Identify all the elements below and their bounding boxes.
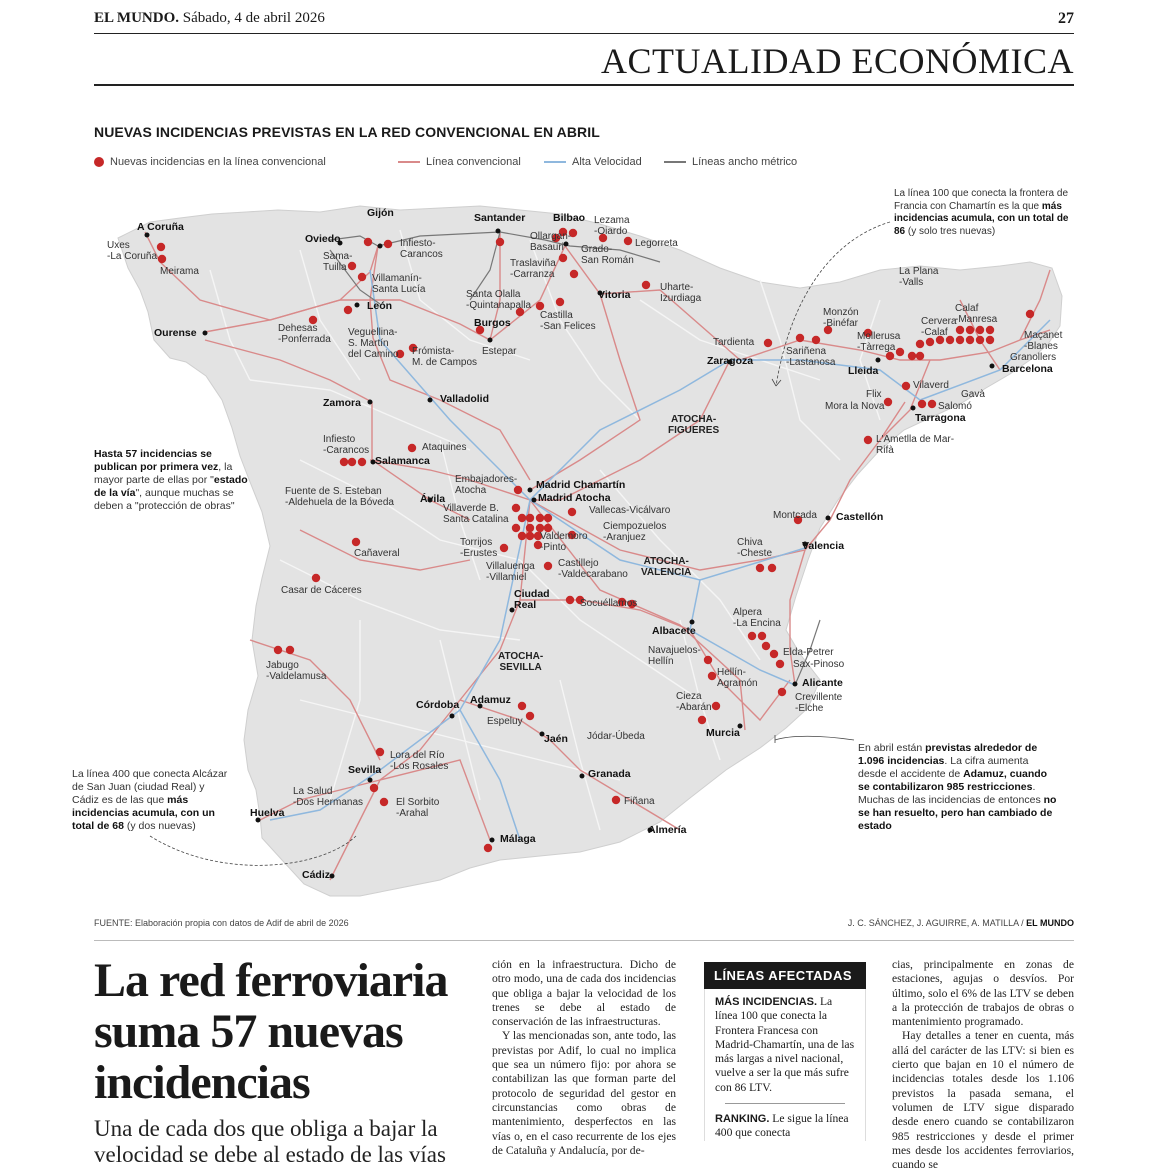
place-chiva: Chiva -Cheste [737,537,773,559]
incident-dot [358,458,366,466]
incident-dot [340,458,348,466]
article-column-3 [892,958,1074,1172]
annotation-57-note: ", aunque muchas se deben a "protección de obras" [94,487,235,512]
incident-dot [708,672,716,680]
place-villaluenga: Villaluenga -Villamiel [486,561,535,583]
place-la-salud: La Salud -Dos Hermanas [293,786,364,808]
sidebar-box-separator [725,1103,845,1104]
place-lezama: Lezama -Oiardo [594,215,630,237]
annotation-57-text: , la mayor parte de ellas por " [94,461,233,486]
incident-dot [370,784,378,792]
incident-dot [886,352,894,360]
credits-authors: J. C. SÁNCHEZ, J. AGUIRRE, A. MATILLA / [847,918,1024,928]
incident-dot [484,844,492,852]
place-villaverde: Villaverde B. Santa Catalina [443,503,509,525]
place-sorbito: El Sorbito -Arahal [396,797,440,819]
legend-high-speed-label: Alta Velocidad [572,156,642,168]
place-hellin: Hellín- Agramón [717,667,758,689]
city-castellon: Castellón [836,511,884,523]
place-jabugo: Jabugo -Valdelamusa [266,660,327,682]
incident-dot [966,326,974,334]
incident-dot [762,642,770,650]
place-embajadores: Embajadores- Atocha [455,474,518,496]
column-3-paragraph-2: Hay detalles a tener en cuenta, más allá del carácter de las LTV: si bien es cierto que bajan en 10 el número de incidencias totales desde los 1.106 previstos la pasada semana, el volumen de LTV sigue disparado desde enero cuando se contabilizaron 985 restricciones y desde el primer mes desde los accidentes ferroviarios, cuando se [892,1029,1074,1172]
place-uharte: Uharte- Izurdiaga [660,282,702,304]
incident-dot [544,514,552,522]
place-espeluy: Espeluy [487,716,523,727]
place-uxes: Uxes -La Coruña [107,240,158,262]
incident-dot [778,688,786,696]
city-barcelona: Barcelona [1002,363,1053,375]
annotation-april-bold-1: previstas alrededor de 1.096 incidencias [858,742,1038,767]
incident-dot [986,336,994,344]
place-infiesto-2: Infiesto -Carancos [323,434,370,456]
incident-dot [796,334,804,342]
city-huelva: Huelva [250,807,285,819]
city-burgos: Burgos [474,317,511,329]
place-meirama: Meirama [160,266,199,277]
sidebar-box [704,962,866,1166]
incident-dot [496,238,504,246]
place-vilaverd: Vilaverd [913,380,949,391]
city-valladolid: Valladolid [440,393,490,405]
place-calaf: Calaf -Manresa [955,303,998,325]
city-zamora: Zamora [323,397,361,409]
incident-dot [157,243,165,251]
incident-dot [768,564,776,572]
city-ourense: Ourense [154,327,197,339]
place-lora: Lora del Río -Los Rosales [390,750,449,772]
place-finana: Fiñana [624,796,655,807]
annotation-57-bold: Hasta 57 incidencias se publican por primera vez [94,448,219,473]
place-valdemoro: Valdemoro -Pinto [540,531,588,553]
incident-dot [312,574,320,582]
place-legorreta: Legorreta [635,238,678,249]
place-vallecas: Vallecas-Vicálvaro [589,505,671,516]
page-number: 27 [1058,10,1074,27]
infographic-source: FUENTE: Elaboración propia con datos de Adif de abril de 2026 [94,918,349,928]
annotation-april [858,742,1058,833]
incident-dot [286,646,294,654]
place-ciempozuelos: Ciempozuelos -Aranjuez [603,521,667,543]
incident-dot [384,240,392,248]
column-1-paragraph-1: ción en la infraestructura. Dicho de otro modo, una de cada dos incidencias que obliga a bajar la velocidad de los trenes se debe al estado de conservación de las infraestructuras. [492,958,676,1029]
place-salomo: Salomó [938,401,972,412]
incident-dot [908,352,916,360]
place-castillejo: Castillejo -Valdecarabano [558,558,628,580]
incident-dot [758,632,766,640]
axis-atocha-sevilla: ATOCHA- SEVILLA [498,651,544,673]
incident-dot [612,796,620,804]
place-macanet: Maçanet -Blanes [1024,330,1063,352]
incident-dot [376,748,384,756]
incident-dot [884,398,892,406]
place-crevillente: Crevillente -Elche [795,692,843,714]
infographic-credits [848,918,1074,928]
incident-dot [1026,310,1034,318]
city-avila: Ávila [420,493,446,505]
place-villamanin: Villamanín- Santa Lucía [372,273,426,295]
city-cadiz: Cádiz [302,869,331,881]
city-salamanca: Salamanca [375,455,430,467]
incident-dot [570,270,578,278]
annotation-april-bold-2: Adamuz, cuando se contabilizaron 985 restricciones [858,768,1048,793]
place-mora: Mora la Nova [825,401,885,412]
incident-dot [776,660,784,668]
place-montcada: Montcada [773,510,817,521]
city-murcia: Murcia [706,727,740,739]
incident-dot [756,564,764,572]
place-fromista: Frómista- M. de Campos [412,346,478,368]
incident-dot [348,458,356,466]
incident-dot [536,514,544,522]
axis-atocha-valencia: ATOCHA- VALENCIA [641,556,692,578]
incident-dot [748,632,756,640]
incident-dot [704,656,712,664]
incident-dot [518,532,526,540]
annotation-line-400 [72,768,232,833]
incident-dot [698,716,706,724]
city-tarragona: Tarragona [915,412,966,424]
place-socuellamos: Socuéllamos [580,598,638,609]
annotation-line-100-bold: más incidencias acumula, con un total de 86 [894,200,1069,237]
legend-incidents-label: Nuevas incidencias en la línea convencional [110,156,326,168]
annotation-april-text-1: En abril están [858,742,926,754]
incident-dot [526,524,534,532]
credits-paper: EL MUNDO [1026,918,1074,928]
place-ollargan: Ollargan- Basauri [530,231,572,253]
incident-dot [518,514,526,522]
place-grado: Grado- San Román [581,244,634,266]
incident-dot [642,281,650,289]
incident-dot [380,798,388,806]
incident-dot [352,538,360,546]
annotation-april-text-3: . Muchas de las incidencias de entonces [858,781,1044,806]
article-subhead: Una de cada dos que obliga a bajar la velocidad se debe al estado de las vías [94,1116,446,1167]
incident-dot [568,508,576,516]
incident-dot [956,336,964,344]
place-sax: Sax-Pinoso [793,659,845,670]
incident-dot [926,338,934,346]
legend-metric-label: Líneas ancho métrico [692,156,798,168]
sidebar-box-text-2: Le sigue la línea 400 que conecta [715,1112,849,1140]
incident-dot [559,254,567,262]
city-zaragoza: Zaragoza [707,355,754,367]
place-ataquines: Ataquines [422,442,467,453]
place-mollerusa: Mollerusa -Tàrrega [857,331,901,353]
incident-dot [764,339,772,347]
infographic-title: NUEVAS INCIDENCIAS PREVISTAS EN LA RED CONVENCIONAL EN ABRIL [94,124,600,140]
incident-dot [358,273,366,281]
incident-dot [556,298,564,306]
place-cieza: Cieza -Abarán [676,691,712,713]
issue-date: Sábado, 4 de abril 2026 [182,10,325,26]
city-leon: León [367,300,393,312]
annotation-57-new [94,448,249,513]
place-dehesas: Dehesas -Ponferrada [278,323,331,345]
incident-dot [902,382,910,390]
place-castilla: Castilla -San Felices [540,310,596,332]
city-lleida: Lleida [848,365,879,377]
city-ciudad-real: Ciudad Real [514,588,550,611]
place-la-plana: La Plana -Valls [899,266,939,288]
place-cervera: Cervera -Calaf [921,316,957,338]
article-headline: La red ferroviaria suma 57 nuevas incidencias [94,954,448,1109]
city-santander: Santander [474,212,526,224]
annotation-line-400-note: (y dos nuevas) [123,820,196,832]
incident-dot [364,238,372,246]
annotation-april-text-2: . La cifra aumenta desde el accidente de [858,755,1029,780]
incident-dot [536,302,544,310]
article-column-1 [492,958,676,1158]
city-madrid-atocha: Madrid Atocha [538,492,611,504]
place-sarinena: Sariñena -Lastanosa [786,346,836,368]
annotation-line-100 [894,188,1069,238]
infographic-rule [94,940,1074,941]
place-tardienta: Tardienta [713,337,755,348]
place-ametlla: L'Ametlla de Mar- Rifà [876,434,955,456]
place-traslavina: Traslaviña -Carranza [510,258,556,280]
city-a-coruna: A Coruña [137,221,184,233]
place-jodar: Jódar-Úbeda [587,731,645,742]
place-gava: Gavà [961,389,985,400]
paper-name: EL MUNDO. [94,10,180,26]
place-sama: Sama- Tuilla [323,251,353,273]
incident-dot [526,514,534,522]
place-navajuelos: Navajuelos- Hellín [648,645,701,667]
city-adamuz: Adamuz [470,694,511,706]
column-1-paragraph-2: Y las mencionadas son, ante todo, las previstas por Adif, lo cual no implica que sea un número fijo: por ahora se contabilizan las que forman parte del protocolo de seguridad del gestor en circunstancias como obras de mantenimiento, desperfectos en las vías o, en el caso recurrente de los ejes de Cataluña y Andalucía, por de- [492,1029,676,1157]
city-granada: Granada [588,768,631,780]
incident-dot [986,326,994,334]
axis-atocha-figueres: ATOCHA- FIGUERES [668,414,720,436]
incident-dot [966,336,974,344]
incident-dot [544,562,552,570]
incident-dot [976,336,984,344]
incident-dot [916,352,924,360]
city-malaga: Málaga [500,833,536,845]
incident-dot [512,524,520,532]
place-alpera: Alpera -La Encina [733,607,781,629]
incident-dot [712,702,720,710]
sidebar-box-heading-1: MÁS INCIDENCIAS. [715,996,818,1008]
annotation-line-100-note: (y solo tres nuevas) [905,225,996,237]
incident-dot [812,336,820,344]
incident-dot [512,504,520,512]
city-bilbao: Bilbao [553,212,586,224]
column-3-paragraph-1: cias, principalmente en zonas de estaciones, agujas o desvíos. Por último, solo el 6% de las LTV se deben a la protección de trabajos de obras o mantenimiento programado. [892,958,1074,1029]
annotation-line-400-bold: más incidencias acumula, con un total de 68 [72,794,215,832]
place-caceres: Casar de Cáceres [281,585,362,596]
place-torrijos: Torrijos -Erustes [460,537,498,559]
place-santa-olalla: Santa Olalla -Quintanapalla [466,289,532,311]
sidebar-box-title: LÍNEAS AFECTADAS [704,962,866,989]
city-cordoba: Córdoba [416,699,460,711]
sidebar-box-body [704,989,866,1141]
city-albacete: Albacete [652,625,696,637]
section-title: ACTUALIDAD ECONÓMICA [601,41,1074,81]
place-granollers: Granollers [1010,352,1057,363]
annotation-april-bold-3: no se han resuelto, pero han cambiado de estado [858,794,1057,832]
annotation-57-bold-2: estado de la vía [94,474,248,499]
place-infiesto-1: Infiesto- Carancos [400,238,443,260]
incident-dot [274,646,282,654]
incident-dot [864,436,872,444]
place-fuente: Fuente de S. Esteban -Aldehuela de la Bóveda [285,486,394,508]
city-valencia: Valencia [802,540,845,552]
city-almeria: Almería [648,824,687,836]
incident-dot [518,702,526,710]
city-madrid-chamartin: Madrid Chamartín [536,479,626,491]
sidebar-box-item-2 [715,1112,855,1141]
place-estepar: Estepar [482,346,517,357]
incident-dot [566,596,574,604]
incident-dot [918,400,926,408]
city-gijon: Gijón [367,207,394,219]
incident-dot [158,255,166,263]
place-canaveral: Cañaveral [354,548,400,559]
incident-dot [526,712,534,720]
place-veguellina: Veguellina- S. Martín del Camino [348,327,399,360]
incident-dot [928,400,936,408]
incident-dot [956,326,964,334]
incident-dot [916,340,924,348]
city-sevilla: Sevilla [348,764,382,776]
annotation-line-400-text: La línea 400 que conecta Alcázar de San Juan (ciudad Real) y Cádiz es de las que [72,768,228,806]
city-oviedo: Oviedo [305,233,341,245]
sidebar-box-item-1 [715,995,855,1095]
incident-dot [408,444,416,452]
incident-dot [770,650,778,658]
place-flix: Flix [866,389,882,400]
sidebar-box-text-1: La línea 100 que conecta la Frontera Francesa con Madrid-Chamartín, una de las más largas a nivel nacional, vuelve a ser la que más sufre con 86 LTV. [715,995,855,1094]
incident-dot [526,532,534,540]
incident-dot [344,306,352,314]
place-elda: Elda-Petrer [783,647,834,658]
place-monzon: Monzón -Binéfar [823,307,859,329]
incident-dot [500,544,508,552]
sidebar-box-heading-2: RANKING. [715,1113,770,1126]
legend-conventional-label: Línea convencional [426,156,521,168]
city-alicante: Alicante [802,677,843,689]
city-vitoria: Vitoria [598,289,631,301]
incident-dot [976,326,984,334]
annotation-line-100-text: La línea 100 que conecta la frontera de Francia con Chamartín es la que [894,188,1069,212]
city-jaen: Jaén [544,733,568,745]
